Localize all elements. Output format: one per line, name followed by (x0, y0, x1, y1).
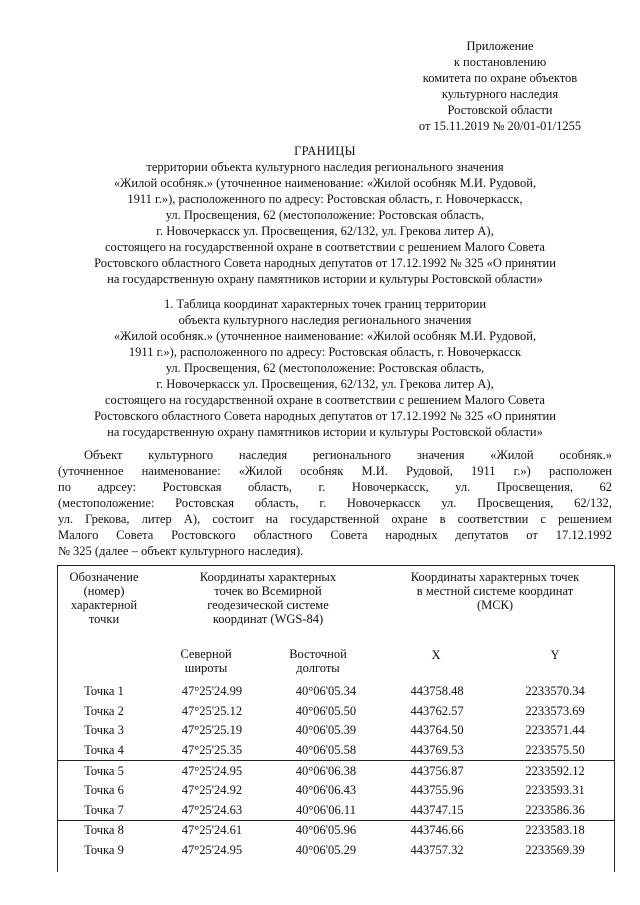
paragraph-word: Малого (58, 528, 99, 542)
table-body (58, 682, 614, 860)
paragraph-word: Ростовского (171, 528, 236, 542)
caption-line: на государственную охрану памятников истории и культуры Ростовской области» (107, 425, 543, 439)
heading-line: «Жилой особняк.» (уточненное наименование: «Жилой особняк М.И. Рудовой, (113, 176, 537, 190)
paragraph-word: Совета (116, 528, 154, 542)
paragraph-word: государственной (290, 512, 380, 526)
header-line: (МСК) (476, 598, 514, 612)
table-cell: 40°06'05.34 (295, 684, 357, 699)
table-cell: 2233569.39 (525, 843, 585, 858)
table-cell: Точка 7 (84, 802, 124, 817)
paragraph-line (58, 527, 612, 543)
paragraph-word: регионального (312, 448, 392, 462)
header-line: Координаты характерных (199, 570, 337, 584)
table-row (58, 841, 614, 861)
paragraph-line (58, 479, 612, 495)
table-cell: 47°25'25.12 (181, 703, 243, 718)
paragraph-word: М.И. (361, 464, 388, 478)
paragraph-line (58, 447, 612, 463)
paragraph-word: литер (141, 512, 172, 526)
header-wgs84 (168, 570, 368, 626)
table-cell: Точка 8 (84, 823, 124, 838)
header-line: долготы (296, 661, 340, 675)
paragraph-word: (уточненное (58, 464, 124, 478)
table-cell: 443762.57 (410, 703, 464, 718)
table-cell: 2233575.50 (525, 743, 585, 758)
caption-line: объекта культурного наследия регионального значения (178, 313, 472, 327)
header-line: Координаты характерных точек (410, 570, 580, 584)
paragraph-word: наследия (238, 448, 288, 462)
paragraph-word: областного (253, 528, 313, 542)
appendix-line: комитета по охране объектов (422, 71, 578, 85)
caption-line: состоящего на государственной охране в соответствии с решением Малого Совета (105, 393, 545, 407)
table-cell: 443769.53 (410, 743, 464, 758)
table-cell: Точка 1 (84, 684, 124, 699)
heading-line: ул. Просвещения, 62 (местоположение: Ростовская область, (165, 208, 485, 222)
table-cell: Точка 6 (84, 783, 124, 798)
paragraph-word: Грекова, (85, 512, 130, 526)
document-title: ГРАНИЦЫ (294, 144, 356, 158)
table-row (58, 801, 614, 821)
paragraph-word: «Жилой (490, 448, 534, 462)
caption-line: «Жилой особняк.» (уточненное наименование: «Жилой особняк М.И. Рудовой, (113, 329, 537, 343)
table-cell: Точка 4 (84, 743, 124, 758)
paragraph-line (58, 511, 612, 527)
heading-line: 1911 г.»), расположенного по адресу: Ростовская область, г. Новочеркасск, (127, 192, 523, 206)
heading-line: территории объекта культурного наследия регионального значения (146, 160, 504, 174)
table-cell: 40°06'06.11 (296, 802, 356, 817)
paragraph-word: по (58, 480, 71, 494)
table-cell: 443757.32 (410, 843, 464, 858)
paragraph-word: Объект (84, 448, 123, 462)
table-cell: 40°06'06.43 (295, 783, 357, 798)
paragraph-word: 1911 (470, 464, 496, 478)
table-cell: 2233573.69 (525, 703, 585, 718)
caption-line: Ростовского областного Совета народных депутатов от 17.12.1992 № 325 «О принятии (94, 409, 556, 423)
table-cell: 40°06'06.38 (295, 763, 357, 778)
header-msk (376, 570, 614, 612)
header-y: Y (550, 648, 560, 662)
caption-line: ул. Просвещения, 62 (местоположение: Ростовская область, (165, 361, 485, 375)
header-line: (номер) (83, 584, 125, 598)
caption-line: г. Новочеркасск ул. Просвещения, 62/132, ул. Грекова литер А), (156, 377, 494, 391)
table-cell: 2233571.44 (525, 723, 585, 738)
table-row (58, 821, 614, 841)
table-cell: 47°25'24.92 (181, 783, 243, 798)
paragraph-word: культурного (148, 448, 214, 462)
table-cell: 40°06'05.96 (295, 823, 357, 838)
table-cell: 40°06'05.50 (295, 703, 357, 718)
paragraph-word: в (439, 512, 446, 526)
table-cell: 47°25'24.95 (181, 843, 243, 858)
paragraph-word: Просвещения, (477, 496, 554, 510)
table-row (58, 741, 614, 761)
paragraph-word: охране (391, 512, 428, 526)
header-line: точек во Всемирной (214, 584, 322, 598)
header-line: точки (88, 612, 120, 626)
table-cell: 443756.87 (410, 763, 464, 778)
paragraph-word: соответствии (457, 512, 529, 526)
table-row (58, 721, 614, 741)
appendix-line: Ростовской области (447, 103, 553, 117)
header-line: в местной системе координат (416, 584, 574, 598)
table-cell: 47°25'24.63 (181, 802, 243, 817)
paragraph-word: ул. (441, 496, 457, 510)
paragraph-word: ул. (455, 480, 471, 494)
paragraph-word: от (526, 528, 538, 542)
paragraph-word: г. (319, 496, 327, 510)
paragraph-word: 62/132, (574, 496, 612, 510)
header-line: геодезической системе (207, 598, 329, 612)
table-cell: Точка 2 (84, 703, 124, 718)
coordinates-table (57, 565, 615, 872)
document-heading (40, 143, 610, 287)
header-line: Восточной (289, 647, 347, 661)
paragraph-word: г. (318, 480, 326, 494)
paragraph-word: особняк (300, 464, 344, 478)
table-cell: 443755.96 (410, 783, 464, 798)
paragraph-word: Ростовская (162, 480, 222, 494)
table-caption (40, 296, 610, 440)
paragraph-word: Рудовой, (405, 464, 453, 478)
appendix-line: Приложение (466, 39, 534, 53)
paragraph-word: Новочеркасск (346, 496, 421, 510)
paragraph-word: (местоположение: (58, 496, 155, 510)
paragraph-word: депутатов (455, 528, 509, 542)
table-cell: 443764.50 (410, 723, 464, 738)
paragraph-word: Ростовская (175, 496, 234, 510)
paragraph-word: значения (416, 448, 465, 462)
table-cell: 443758.48 (410, 684, 464, 699)
appendix-line: от 15.11.2019 № 20/01-01/1255 (418, 119, 582, 133)
header-line: Обозначение (69, 570, 139, 584)
table-cell: 443746.66 (410, 823, 464, 838)
table-cell: 47°25'25.19 (181, 723, 243, 738)
heading-line: состоящего на государственной охране в соответствии с решением Малого Совета (105, 240, 545, 254)
table-cell: 40°06'05.39 (295, 723, 357, 738)
paragraph-word: А), (183, 512, 201, 526)
paragraph-word: Совета (330, 528, 368, 542)
table-cell: 40°06'05.58 (295, 743, 357, 758)
paragraph-line (58, 463, 612, 479)
table-cell: Точка 3 (84, 723, 124, 738)
paragraph-word: состоит (212, 512, 254, 526)
table-cell: Точка 5 (84, 763, 124, 778)
table-cell: 47°25'24.61 (181, 823, 243, 838)
header-x: X (431, 648, 441, 662)
header-line: координат (WGS-84) (212, 612, 324, 626)
table-row (58, 781, 614, 801)
paragraph-word: 17.12.1992 (555, 528, 612, 542)
paragraph-word: № 325 (далее – объект культурного наследия). (58, 544, 304, 558)
paragraph-word: расположен (548, 464, 612, 478)
paragraph-line (58, 543, 612, 559)
paragraph-word: 62 (599, 480, 612, 494)
table-cell: 47°25'25.35 (181, 743, 243, 758)
paragraph-word: г.») (513, 464, 531, 478)
table-cell: 2233586.36 (525, 802, 585, 817)
heading-line: г. Новочеркасск ул. Просвещения, 62/132, ул. Грекова литер А), (156, 224, 494, 238)
table-cell: 2233583.18 (525, 823, 585, 838)
paragraph-word: Просвещения, (496, 480, 573, 494)
paragraph-word: ул. (58, 512, 74, 526)
header-latitude (156, 647, 256, 675)
paragraph-word: «Жилой (238, 464, 283, 478)
header-line: широты (184, 661, 228, 675)
paragraph-word: на (265, 512, 279, 526)
heading-line: Ростовского областного Совета народных депутатов от 17.12.1992 № 325 «О принятии (94, 256, 556, 270)
caption-line: 1. Таблица координат характерных точек границ территории (163, 297, 487, 311)
table-row (58, 702, 614, 722)
paragraph-word: Новочеркасск, (351, 480, 429, 494)
table-cell: Точка 9 (84, 843, 124, 858)
table-cell: 47°25'24.95 (181, 763, 243, 778)
heading-line: на государственную охрану памятников истории и культуры Ростовской области» (107, 272, 543, 286)
caption-line: 1911 г.»), расположенного по адресу: Ростовская область, г. Новочеркасск (128, 345, 522, 359)
paragraph-word: народных (385, 528, 438, 542)
paragraph-word: область, (248, 480, 292, 494)
table-row (58, 682, 614, 702)
paragraph-line (58, 495, 612, 511)
table-cell: 2233570.34 (525, 684, 585, 699)
table-cell: 443747.15 (410, 802, 464, 817)
table-row (58, 761, 614, 781)
table-cell: 2233592.12 (525, 763, 585, 778)
body-paragraph (58, 447, 612, 559)
appendix-line: культурного наследия (441, 87, 559, 101)
appendix-block (380, 38, 620, 134)
header-line: характерной (70, 598, 138, 612)
paragraph-word: адрсеу: (97, 480, 137, 494)
paragraph-word: область, (254, 496, 299, 510)
table-cell: 2233593.31 (525, 783, 585, 798)
paragraph-word: решением (558, 512, 612, 526)
header-line: Северной (180, 647, 232, 661)
paragraph-word: с (540, 512, 546, 526)
table-cell: 47°25'24.99 (181, 684, 243, 699)
table-cell: 40°06'05.29 (295, 843, 357, 858)
header-longitude (268, 647, 368, 675)
paragraph-word: наименование: (141, 464, 221, 478)
appendix-line: к постановлению (453, 55, 547, 69)
paragraph-word: особняк.» (559, 448, 612, 462)
header-point (58, 570, 150, 626)
